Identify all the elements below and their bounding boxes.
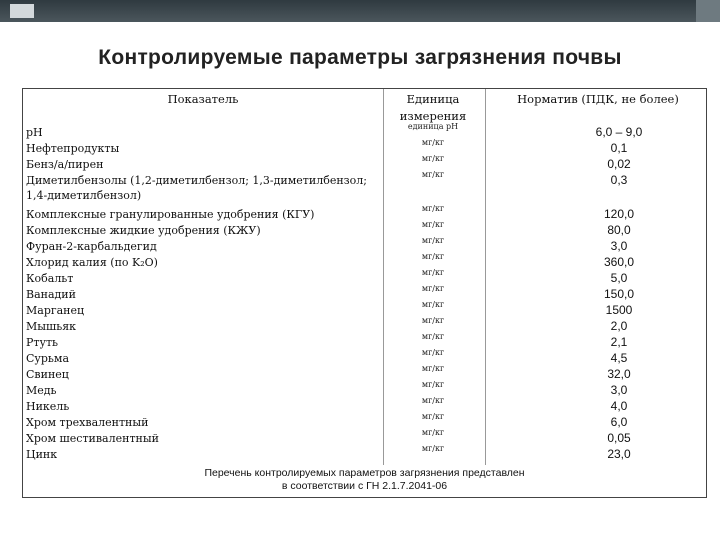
footnote-line: в соответствии с ГН 2.1.7.2041-06 <box>281 480 448 492</box>
row-parameter: Ванадий <box>26 288 76 301</box>
row-parameter: Бенз/а/пирен <box>26 158 104 171</box>
row-unit: мг/кг <box>421 428 445 437</box>
row-unit: мг/кг <box>421 380 445 389</box>
row-parameter: Кобальт <box>26 272 74 285</box>
row-unit: мг/кг <box>421 252 445 261</box>
row-parameter: Мышьяк <box>26 320 77 333</box>
row-parameter: Цинк <box>26 448 58 461</box>
row-norm: 3,0 <box>610 239 628 253</box>
header-unit: Единица измерения <box>399 92 467 123</box>
row-norm: 0,05 <box>607 431 631 445</box>
row-unit: мг/кг <box>421 138 445 147</box>
row-unit: мг/кг <box>421 412 445 421</box>
parameters-table <box>22 88 707 498</box>
header-parameter: Показатель <box>167 92 239 106</box>
header-norm: Норматив (ПДК, не более) <box>517 92 679 106</box>
row-parameter: Сурьма <box>26 352 70 365</box>
footnote-line: Перечень контролируемых параметров загрязнения представлен <box>204 467 525 479</box>
row-parameter: pH <box>26 126 43 139</box>
row-norm: 80,0 <box>607 223 631 237</box>
row-norm: 0,3 <box>610 173 628 187</box>
row-parameter: Ртуть <box>26 336 59 349</box>
row-parameter: Марганец <box>26 304 85 317</box>
row-norm: 6,0 – 9,0 <box>595 125 643 139</box>
row-norm: 32,0 <box>607 367 631 381</box>
row-norm: 23,0 <box>607 447 631 461</box>
row-parameter: Свинец <box>26 368 69 381</box>
row-unit: единица pH <box>407 122 459 131</box>
row-norm: 0,02 <box>607 157 631 171</box>
row-norm: 5,0 <box>610 271 628 285</box>
row-parameter: Хром трехвалентный <box>26 416 149 429</box>
row-unit: мг/кг <box>421 284 445 293</box>
column-divider <box>485 89 486 465</box>
row-unit: мг/кг <box>421 154 445 163</box>
row-norm: 150,0 <box>603 287 635 301</box>
row-unit: мг/кг <box>421 364 445 373</box>
row-unit: мг/кг <box>421 300 445 309</box>
row-norm: 0,1 <box>610 141 628 155</box>
row-unit: мг/кг <box>421 236 445 245</box>
row-norm: 1500 <box>605 303 633 317</box>
row-norm: 4,0 <box>610 399 628 413</box>
row-unit: мг/кг <box>421 170 445 179</box>
row-unit: мг/кг <box>421 316 445 325</box>
row-parameter: Хлорид калия (по K₂O) <box>26 256 158 269</box>
row-parameter: Никель <box>26 400 70 413</box>
column-divider <box>383 89 384 465</box>
row-unit: мг/кг <box>421 348 445 357</box>
table-footnote <box>23 467 706 493</box>
row-unit: мг/кг <box>421 268 445 277</box>
row-parameter: Комплексные жидкие удобрения (КЖУ) <box>26 224 261 237</box>
row-unit: мг/кг <box>421 220 445 229</box>
row-norm: 4,5 <box>610 351 628 365</box>
row-unit: мг/кг <box>421 204 445 213</box>
row-unit: мг/кг <box>421 444 445 453</box>
row-unit: мг/кг <box>421 396 445 405</box>
row-norm: 3,0 <box>610 383 628 397</box>
row-norm: 2,0 <box>610 319 628 333</box>
row-norm: 120,0 <box>603 207 635 221</box>
row-parameter: Комплексные гранулированные удобрения (КГУ) <box>26 208 315 221</box>
row-parameter: Фуран-2-карбальдегид <box>26 240 157 253</box>
slide-top-accent <box>10 4 34 18</box>
row-unit: мг/кг <box>421 332 445 341</box>
row-norm: 2,1 <box>610 335 628 349</box>
slide-title: Контролируемые параметры загрязнения почвы <box>98 46 622 69</box>
row-parameter: Хром шестивалентный <box>26 432 159 445</box>
slide-top-corner <box>696 0 720 22</box>
row-parameter: Диметилбензолы (1,2-диметилбензол; 1,3-диметилбензол; 1,4-диметилбензол) <box>26 174 367 202</box>
row-norm: 360,0 <box>603 255 635 269</box>
row-parameter: Медь <box>26 384 57 397</box>
slide-top-bar <box>0 0 720 22</box>
row-norm: 6,0 <box>610 415 628 429</box>
row-parameter: Нефтепродукты <box>26 142 120 155</box>
